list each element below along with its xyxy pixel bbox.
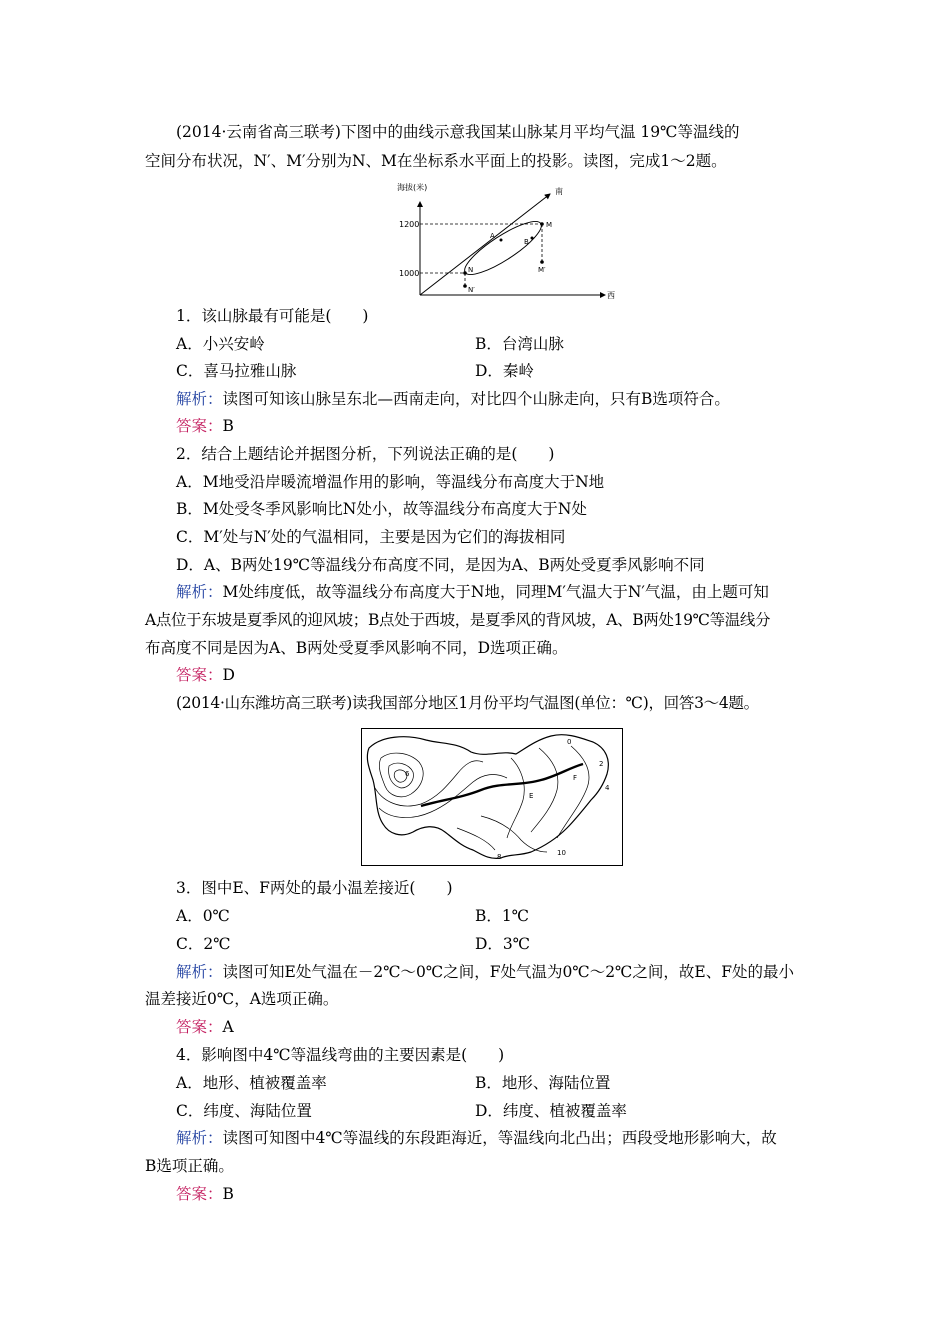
explanation-label: 解析： [176, 1129, 223, 1147]
q4-answer: 答案：B [176, 1185, 234, 1203]
isotherm-diagram [395, 180, 625, 300]
q2-option-a: A．M地受沿岸暖流增温作用的影响，等温线分布高度大于N地 [176, 473, 605, 491]
q2-stem: 2．结合上题结论并据图分析，下列说法正确的是( ) [176, 445, 555, 463]
q3-explanation-1: 解析：读图可知E处气温在－2℃～0℃之间，F处气温为0℃～2℃之间，故E、F处的最小 [176, 963, 794, 981]
q1-option-b: B．台湾山脉 [475, 335, 564, 353]
point-A: A [490, 232, 495, 240]
q1-option-a: A．小兴安岭 [176, 335, 265, 353]
q4-option-b: B．地形、海陆位置 [475, 1074, 611, 1092]
q1-answer: 答案：B [176, 417, 234, 435]
south-label: 南 [555, 187, 563, 196]
q4-explanation-2: B选项正确。 [145, 1157, 234, 1175]
intro2-line: (2014·山东潍坊高三联考)读我国部分地区1月份平均气温图(单位：℃)，回答3～4题。 [176, 694, 759, 712]
q2-explanation-1: 解析：M处纬度低，故等温线分布高度大于N地，同理M′气温大于N′气温，由上题可知 [176, 583, 769, 601]
q3-option-b: B．1℃ [475, 907, 530, 925]
answer-label: 答案： [176, 417, 223, 435]
q2-option-d: D．A、B两处19℃等温线分布高度不同，是因为A、B两处受夏季风影响不同 [176, 556, 705, 574]
q1-stem: 1．该山脉最有可能是( ) [176, 307, 369, 325]
q3-explanation-2: 温差接近0℃，A选项正确。 [145, 990, 339, 1008]
isotherm-label-6: 6 [405, 770, 410, 778]
intro-line-1: (2014·云南省高三联考)下图中的曲线示意我国某山脉某月平均气温 19℃等温线的 [176, 123, 740, 141]
q2-explanation-2: A点位于东坡是夏季风的迎风坡；B点处于西坡，是夏季风的背风坡，A、B两处19℃等温线分 [145, 611, 771, 629]
q4-option-c: C．纬度、海陆位置 [176, 1102, 312, 1120]
intro-line-2: 空间分布状况，N′、M′分别为N、M在坐标系水平面上的投影。读图，完成1～2题。 [145, 152, 727, 170]
q2-explanation-3: 布高度不同是因为A、B两处受夏季风影响不同，D选项正确。 [145, 639, 568, 657]
west-label: 西 [607, 291, 615, 300]
point-F-label: F [573, 774, 578, 782]
point-M-prime: M′ [538, 266, 546, 274]
answer-label: 答案： [176, 1018, 223, 1036]
q3-option-a: A．0℃ [176, 907, 230, 925]
point-M: M [546, 221, 553, 229]
q4-option-d: D．纬度、植被覆盖率 [475, 1102, 627, 1120]
tick-1200: 1200 [399, 220, 420, 229]
point-N-prime: N′ [468, 286, 475, 294]
y-axis-label: 海拔(米) [397, 183, 428, 192]
q1-option-d: D．秦岭 [475, 362, 534, 380]
isotherm-label-4: 4 [605, 784, 610, 792]
q4-explanation-1: 解析：读图可知图中4℃等温线的东段距海近，等温线向北凸出；西段受地形影响大，故 [176, 1129, 777, 1147]
q1-option-c: C．喜马拉雅山脉 [176, 362, 297, 380]
q2-option-b: B．M处受冬季风影响比N处小，故等温线分布高度大于N处 [176, 500, 587, 518]
point-N: N [468, 266, 474, 274]
q2-option-c: C．M′处与N′处的气温相同，主要是因为它们的海拔相同 [176, 528, 566, 546]
q1-explanation: 解析：读图可知该山脉呈东北—西南走向，对比四个山脉走向，只有B选项符合。 [176, 390, 730, 408]
q4-stem: 4．影响图中4℃等温线弯曲的主要因素是( ) [176, 1046, 505, 1064]
q3-option-c: C．2℃ [176, 935, 231, 953]
point-B: B [524, 238, 529, 246]
explanation-label: 解析： [176, 963, 223, 981]
q3-option-d: D．3℃ [475, 935, 531, 953]
q3-stem: 3．图中E、F两处的最小温差接近( ) [176, 879, 453, 897]
isotherm-label-10: 10 [557, 849, 566, 857]
isotherm-label-0: 0 [567, 738, 572, 746]
q2-answer: 答案：D [176, 666, 235, 684]
explanation-label: 解析： [176, 390, 223, 408]
isotherm-label-8: 8 [497, 853, 502, 861]
answer-label: 答案： [176, 1185, 223, 1203]
q4-option-a: A．地形、植被覆盖率 [176, 1074, 327, 1092]
tick-1000: 1000 [399, 269, 420, 278]
isotherm-label-2: 2 [599, 760, 604, 768]
answer-label: 答案： [176, 666, 223, 684]
temperature-map [361, 728, 623, 866]
explanation-label: 解析： [176, 583, 223, 601]
point-E-label: E [529, 792, 534, 800]
q3-answer: 答案：A [176, 1018, 234, 1036]
